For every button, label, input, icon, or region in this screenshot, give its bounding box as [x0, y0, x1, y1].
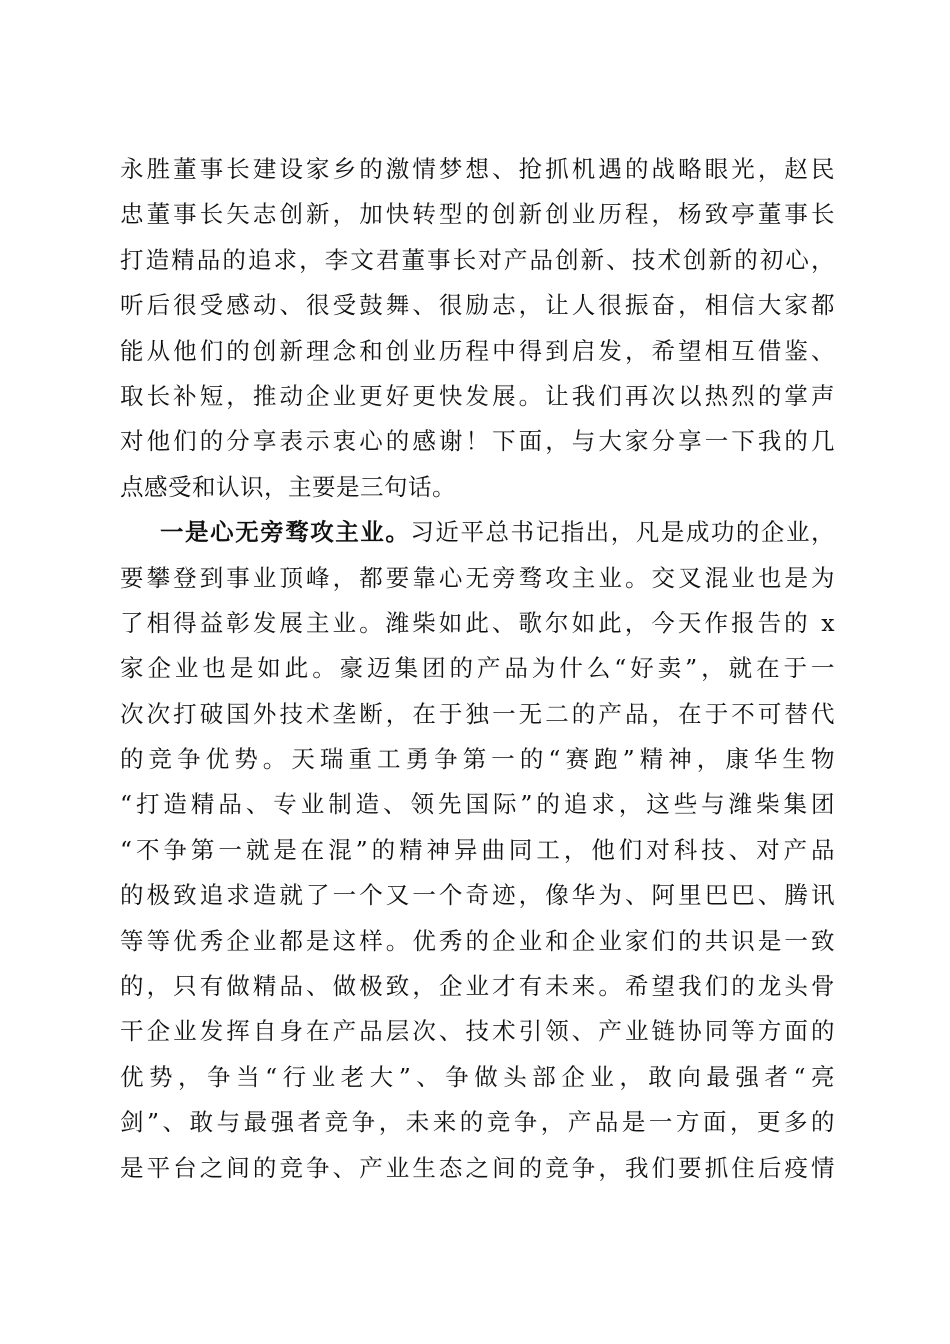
document-body: [120, 147, 835, 1191]
text-line: 的极致追求造就了一个又一个奇迹，像华为、阿里巴巴、腾讯: [120, 881, 835, 910]
text-line: 次次打破国外技术垄断，在于独一无二的产品，在于不可替代: [120, 699, 835, 728]
text-line-rest: 习近平总书记指出，凡是成功的企业，: [410, 518, 836, 547]
text-line: 永胜董事长建设家乡的激情梦想、抢抓机遇的战略眼光，赵民: [120, 155, 835, 183]
text-line: 忠董事长矢志创新，加快转型的创新创业历程，杨致亭董事长: [120, 200, 835, 229]
text-line: 了相得益彰发展主业。潍柴如此、歌尔如此，今天作报告的 x: [120, 608, 835, 637]
text-line: “不争第一就是在混”的精神异曲同工，他们对科技、对产品: [120, 835, 835, 864]
section-heading: 一是心无旁骛攻主业。: [160, 518, 411, 547]
text-line: 干企业发挥自身在产品层次、技术引领、产业链协同等方面的: [120, 1017, 835, 1046]
text-line: 是平台之间的竞争、产业生态之间的竞争，我们要抓住后疫情: [120, 1153, 835, 1182]
text-line: 点感受和认识，主要是三句话。: [120, 472, 456, 501]
text-line: 对他们的分享表示衷心的感谢！下面，与大家分享一下我的几: [120, 427, 835, 456]
paragraph-2-first-line: [120, 510, 835, 555]
text-line: 的竞争优势。天瑞重工勇争第一的“赛跑”精神，康华生物: [120, 745, 835, 774]
text-line: 的，只有做精品、做极致，企业才有未来。希望我们的龙头骨: [120, 972, 835, 1001]
text-line: 等等优秀企业都是这样。优秀的企业和企业家们的共识是一致: [120, 926, 835, 955]
text-line: 打造精品的追求，李文君董事长对产品创新、技术创新的初心，: [120, 245, 835, 274]
text-line: “打造精品、专业制造、领先国际”的追求，这些与潍柴集团: [120, 790, 835, 819]
text-line: 要攀登到事业顶峰，都要靠心无旁骛攻主业。交叉混业也是为: [120, 563, 835, 592]
text-line: 剑”、敢与最强者竞争，未来的竞争，产品是一方面，更多的: [120, 1108, 835, 1137]
text-line: 能从他们的创新理念和创业历程中得到启发，希望相互借鉴、: [120, 336, 835, 365]
text-line: 听后很受感动、很受鼓舞、很励志，让人很振奋，相信大家都: [120, 291, 835, 320]
text-line: 优势，争当“行业老大”、争做头部企业，敢向最强者“亮: [120, 1062, 835, 1091]
text-line: 取长补短，推动企业更好更快发展。让我们再次以热烈的掌声: [120, 381, 835, 410]
text-line: 家企业也是如此。豪迈集团的产品为什么“好卖”，就在于一: [120, 654, 835, 683]
